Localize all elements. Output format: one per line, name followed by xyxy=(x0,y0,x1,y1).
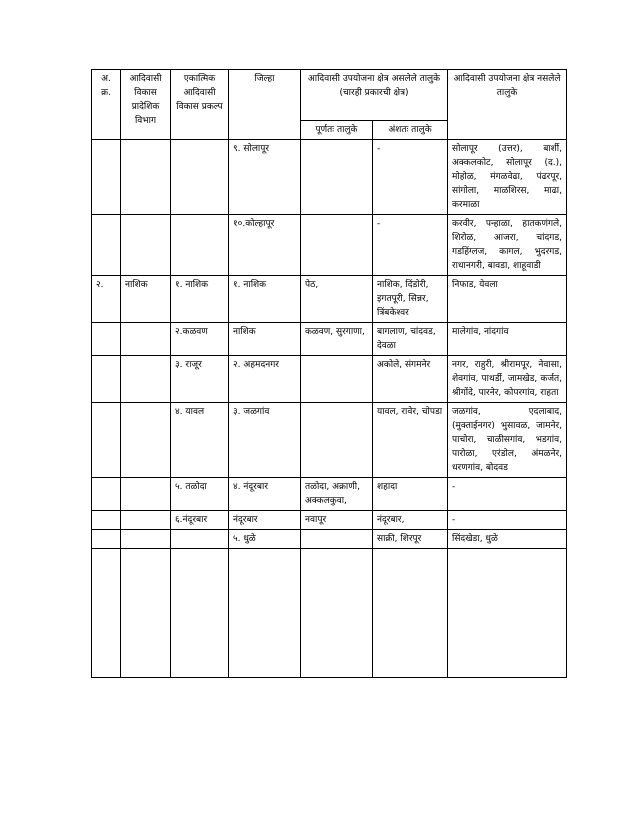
cell-project: १. नाशिक xyxy=(171,276,229,323)
header-row xyxy=(92,70,567,121)
cell-division xyxy=(121,356,171,403)
cell-no xyxy=(92,478,121,511)
cell-no xyxy=(92,140,121,215)
cell-district: ९. सोलापूर xyxy=(229,140,301,215)
cell-full xyxy=(301,403,373,478)
cell-partial: यावल, रावेर, चोपडा xyxy=(373,403,448,478)
cell-project: ४. यावल xyxy=(171,403,229,478)
cell-district: २. अहमदनगर xyxy=(229,356,301,403)
cell-no xyxy=(92,323,121,356)
cell-no xyxy=(92,215,121,276)
cell-project: ५. तळोदा xyxy=(171,478,229,511)
header-partial: अंशतः तालुके xyxy=(373,121,448,140)
cell-full xyxy=(301,215,373,276)
cell-project xyxy=(171,530,229,549)
cell-district: १. नाशिक xyxy=(229,276,301,323)
cell-non: मालेगांव, नांदगांव xyxy=(448,323,567,356)
header-sub-plan: आदिवासी उपयोजना क्षेत्र असलेले तालुके (चारही प्रकारची क्षेत्र) xyxy=(301,70,448,121)
cell-non: सोलापूर (उत्तर), बार्शी, अक्कलकोट, सोलापूर (द.), मोहोळ, मंगळवेढा, पंढरपूर, सांगोला, माळशिरस, माढा, करमाळा xyxy=(448,140,567,215)
cell-non: - xyxy=(448,478,567,511)
cell-partial: नाशिक, दिंडोरी, इगतपूरी, सिन्नर, त्रिंबकेश्वर xyxy=(373,276,448,323)
cell-full: नवापूर xyxy=(301,511,373,530)
cell-division xyxy=(121,478,171,511)
cell-non: निफाड, येवला xyxy=(448,276,567,323)
cell-division: नाशिक xyxy=(121,276,171,323)
cell-no xyxy=(92,403,121,478)
filler-row xyxy=(92,549,567,678)
table-row xyxy=(92,356,567,403)
table-row xyxy=(92,323,567,356)
cell-division xyxy=(121,140,171,215)
table-row xyxy=(92,530,567,549)
cell-district: नंदूरबार xyxy=(229,511,301,530)
header-district: जिल्हा xyxy=(229,70,301,140)
table-row xyxy=(92,276,567,323)
filler-cell xyxy=(229,549,301,678)
cell-district: ३. जळगांव xyxy=(229,403,301,478)
header-project: एकात्मिक आदिवासी विकास प्रकल्प xyxy=(171,70,229,140)
cell-no xyxy=(92,356,121,403)
table-row xyxy=(92,140,567,215)
cell-non: नगर, राहुरी, श्रीरामपूर, नेवासा, शेवगांव, पाथर्डी, जामखेड, कर्जत, श्रीगोंदे, पारनेर, कोपरगांव, राहता xyxy=(448,356,567,403)
filler-cell xyxy=(121,549,171,678)
cell-partial: - xyxy=(373,140,448,215)
cell-district: १०.कोल्हापूर xyxy=(229,215,301,276)
cell-full xyxy=(301,140,373,215)
cell-partial: साक्री, शिरपूर xyxy=(373,530,448,549)
cell-no: २. xyxy=(92,276,121,323)
table-row xyxy=(92,403,567,478)
header-non-sub-plan: आदिवासी उपयोजना क्षेत्र नसलेले तालुके xyxy=(448,70,567,140)
cell-division xyxy=(121,403,171,478)
cell-project: ३. राजूर xyxy=(171,356,229,403)
header-full: पूर्णतः तालुके xyxy=(301,121,373,140)
cell-partial: अकोले, संगमनेर xyxy=(373,356,448,403)
cell-partial: बागलाण, चांदवड, देवळा xyxy=(373,323,448,356)
cell-no xyxy=(92,511,121,530)
cell-project xyxy=(171,140,229,215)
cell-district: नाशिक xyxy=(229,323,301,356)
cell-partial: - xyxy=(373,215,448,276)
cell-partial: नंदूरबार, xyxy=(373,511,448,530)
cell-district: ५. धुळे xyxy=(229,530,301,549)
cell-non: सिंदखेडा, धुळे xyxy=(448,530,567,549)
taluka-table xyxy=(91,69,567,678)
cell-full: कळवण, सुरगाणा, xyxy=(301,323,373,356)
cell-division xyxy=(121,323,171,356)
filler-cell xyxy=(171,549,229,678)
header-no: अ. क्र. xyxy=(92,70,121,140)
filler-cell xyxy=(301,549,373,678)
cell-no xyxy=(92,530,121,549)
cell-full xyxy=(301,530,373,549)
cell-division xyxy=(121,511,171,530)
cell-full: तळोदा, अक्राणी, अक्कलकुवा, xyxy=(301,478,373,511)
cell-partial: शहादा xyxy=(373,478,448,511)
cell-full: पेठ, xyxy=(301,276,373,323)
cell-non: - xyxy=(448,511,567,530)
cell-project xyxy=(171,215,229,276)
table-row xyxy=(92,511,567,530)
cell-division xyxy=(121,215,171,276)
filler-cell xyxy=(92,549,121,678)
cell-non: करवीर, पन्हाळा, हातकणंगले, शिरोळ, आजरा, चांदगड, गडहिंग्लज, कागल, भुदरगड, राधानगरी, बावडा, शाहूवाडी xyxy=(448,215,567,276)
cell-full xyxy=(301,356,373,403)
cell-division xyxy=(121,530,171,549)
filler-cell xyxy=(448,549,567,678)
cell-non: जळगांव, एदलाबाद, (मुक्ताईनगर) भुसावळ, जामनेर, पाचोरा, चाळीसगांव, भडगांव, पारोळा, एरंडोल, अंमळनेर, धरणगांव, बोदवड xyxy=(448,403,567,478)
filler-cell xyxy=(373,549,448,678)
cell-project: ६.नंदूरबार xyxy=(171,511,229,530)
header-division: आदिवासी विकास प्रादेशिक विभाग xyxy=(121,70,171,140)
table-row xyxy=(92,478,567,511)
table-row xyxy=(92,215,567,276)
cell-district: ४. नंदूरबार xyxy=(229,478,301,511)
cell-project: २.कळवण xyxy=(171,323,229,356)
